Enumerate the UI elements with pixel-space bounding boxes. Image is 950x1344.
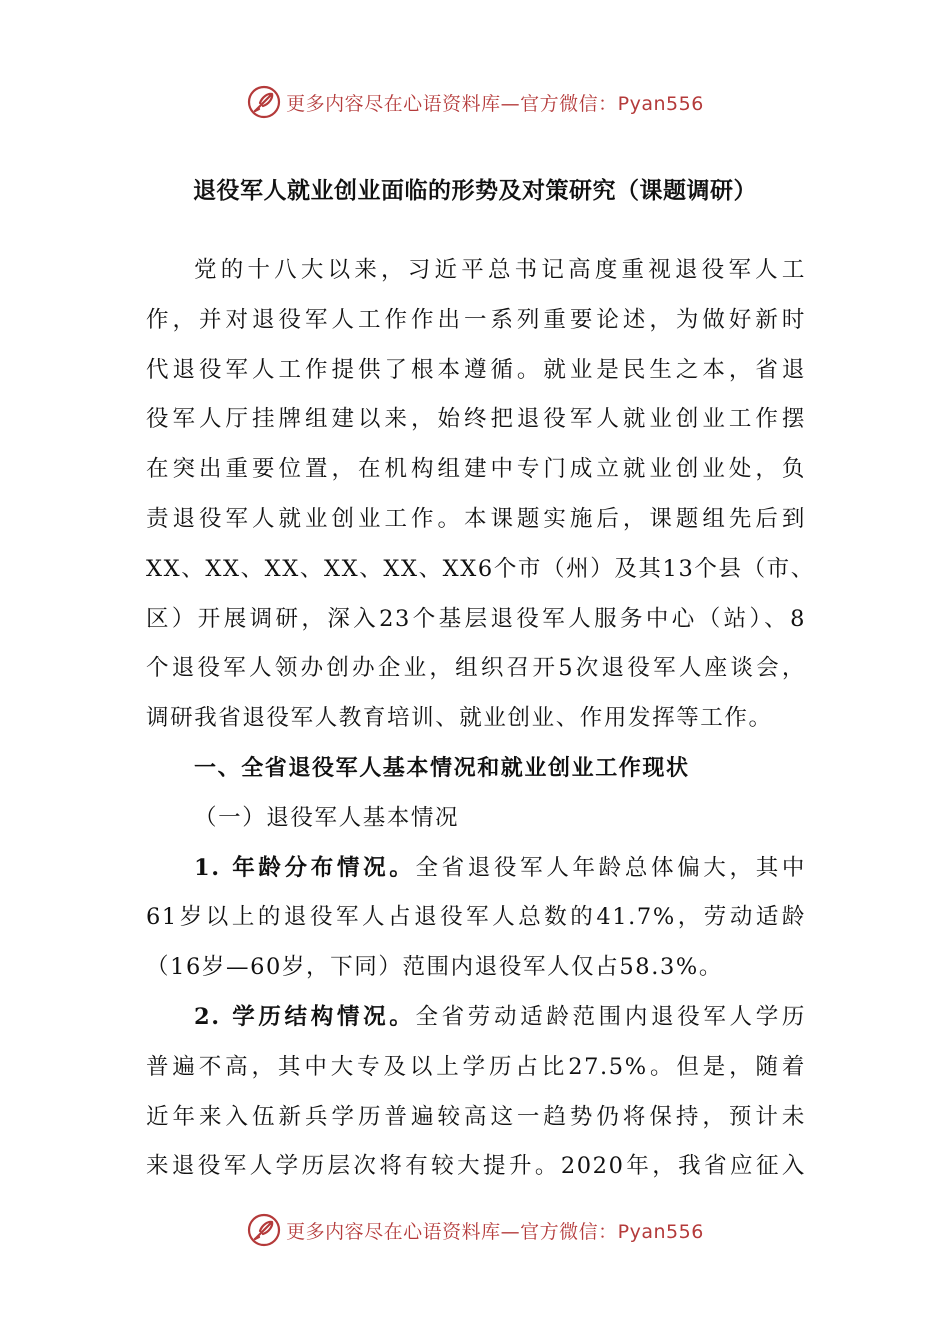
item-2-label: 2. 学历结构情况。 [194,1003,416,1030]
intro-line: 作，并对退役军人工作作出一系列重要论述，为做好新时 [146,306,806,333]
item-1-line: 61岁以上的退役军人占退役军人总数的41.7%，劳动适龄 [146,904,806,931]
item-2-line: 近年来入伍新兵学历普遍较高这一趋势仍将保持，预计未 [146,1103,806,1130]
footer-watermark-banner [0,1210,950,1250]
subsection-heading: （一）退役军人基本情况 [194,804,460,831]
intro-line: 役军人厅挂牌组建以来，始终把退役军人就业创业工作摆 [146,406,806,433]
intro-line: 区）开展调研，深入23个基层退役军人服务中心（站）、8 [146,605,806,632]
item-2-line: 普遍不高，其中大专及以上学历占比27.5%。但是，随着 [146,1053,806,1080]
footer-watermark-text: 更多内容尽在心语资料库—官方微信：Pyan556 [286,1220,704,1243]
item-1-label: 1. 年龄分布情况。 [194,854,416,881]
intro-line: 责退役军人就业创业工作。本课题实施后，课题组先后到 [146,505,806,532]
item-2-line: 来退役军人学历层次将有较大提升。2020年，我省应征入 [146,1153,806,1180]
intro-line: XX、XX、XX、XX、XX、XX6个市（州）及其13个县（市、 [146,555,815,582]
intro-line: 在突出重要位置，在机构组建中专门成立就业创业处，负 [146,456,806,483]
intro-line: 个退役军人领办创办企业，组织召开5次退役军人座谈会， [146,655,806,682]
item-1-line: （16岁—60岁，下同）范围内退役军人仅占58.3%。 [146,954,723,981]
quill-logo-icon [246,84,282,120]
item-2-first-line [146,993,806,1043]
document-title: 退役军人就业创业面临的形势及对策研究（课题调研） [193,178,757,204]
header-watermark-text: 更多内容尽在心语资料库—官方微信：Pyan556 [286,92,704,115]
item-1-first-line [146,844,806,894]
document-body [146,246,815,1192]
section-heading: 一、全省退役军人基本情况和就业创业工作现状 [194,755,690,781]
header-watermark-banner [0,82,950,122]
intro-line: 调研我省退役军人教育培训、就业创业、作用发挥等工作。 [146,705,773,732]
intro-line: 党的十八大以来，习近平总书记高度重视退役军人工 [194,257,806,283]
item-2-text: 全省劳动适龄范围内退役军人学历 [415,1003,806,1030]
item-1-text: 全省退役军人年龄总体偏大，其中 [415,854,806,881]
quill-logo-icon [246,1212,282,1248]
intro-line: 代退役军人工作提供了根本遵循。就业是民生之本，省退 [146,356,806,383]
